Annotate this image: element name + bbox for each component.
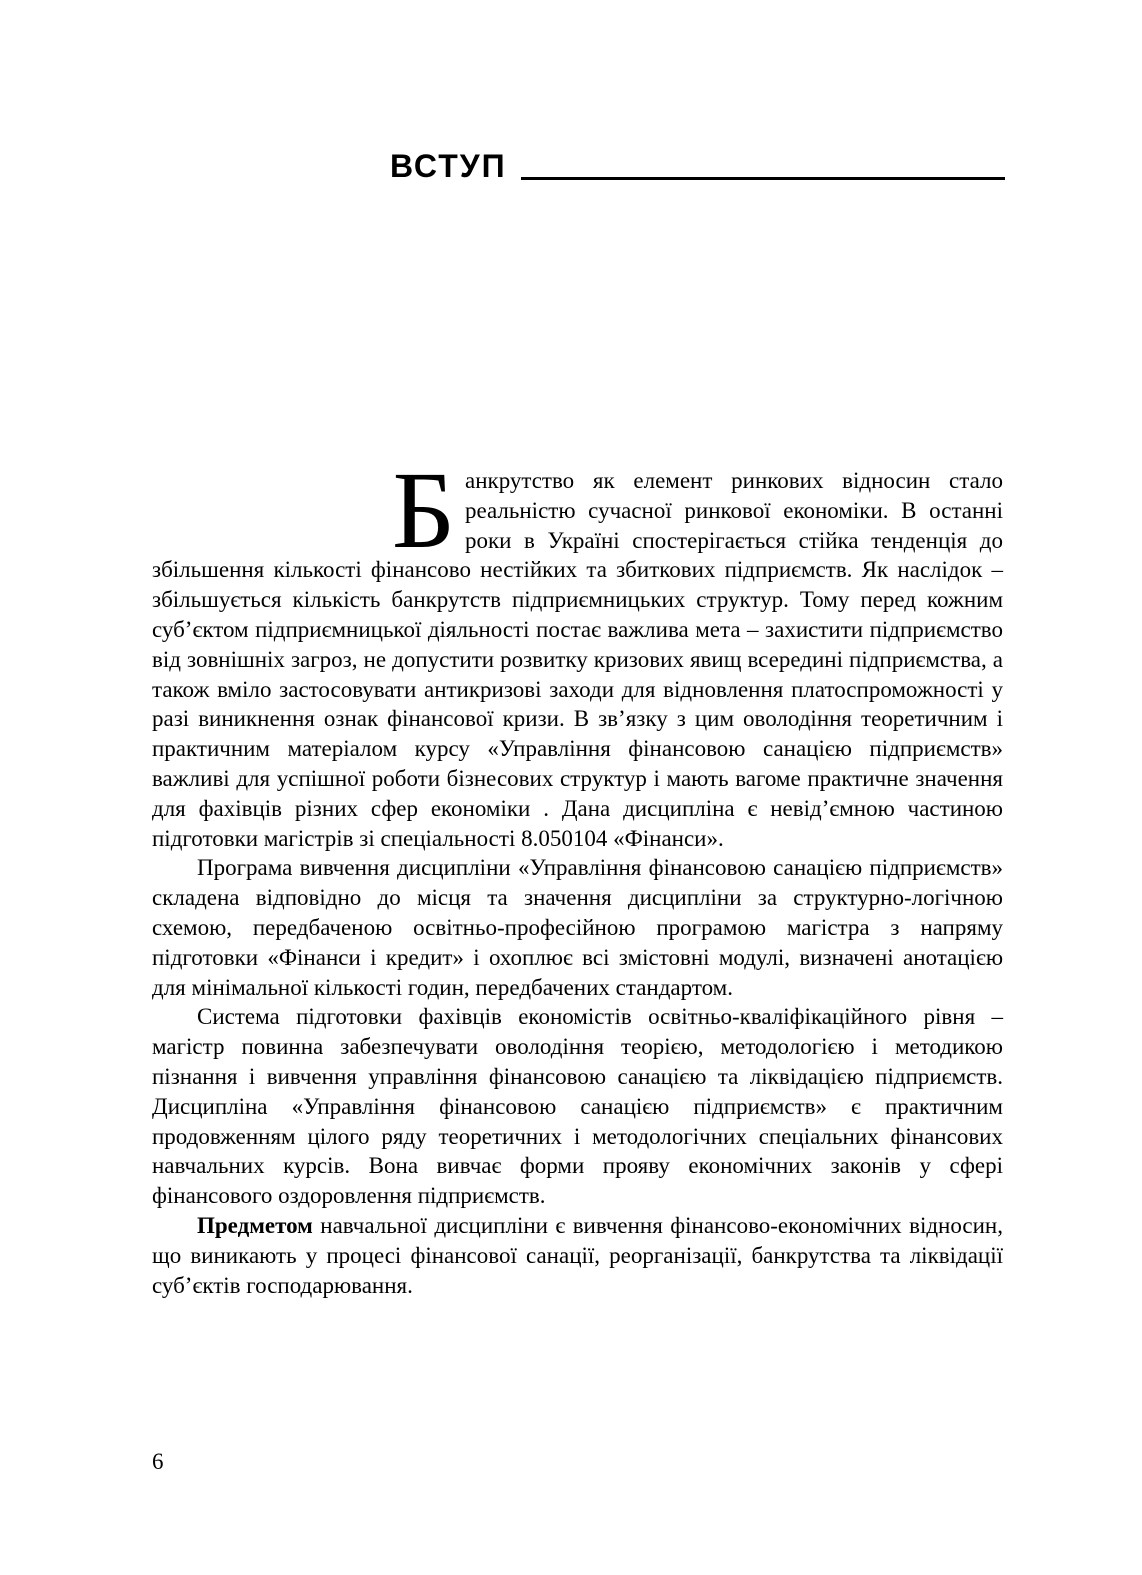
- paragraph-subject: [152, 1211, 1003, 1300]
- paragraph-subject-text: навчальної дисципліни є вивчення фінансово-економічних відносин, що виникають у процесі фінансової санації, реорганізації, банкрутства та ліквідації суб’єктів господарювання.: [152, 1212, 1003, 1298]
- paragraph-intro: [152, 449, 1003, 853]
- title-underline-rule: [521, 177, 1005, 180]
- page-number: 6: [152, 1449, 164, 1474]
- body-text-block: [152, 449, 1003, 1300]
- chapter-title: ВСТУП: [390, 148, 507, 184]
- dropcap-letter: Б: [392, 449, 456, 571]
- chapter-heading-row: [152, 150, 1005, 182]
- paragraph-subject-lead-bold: Предметом: [197, 1212, 313, 1238]
- dropcap-indent-spacer: [152, 466, 392, 554]
- paragraph-program: Програма вивчення дисципліни «Управління фінансовою санацією підприємств» складена відповідно до місця та значення дисципліни за структурно-логічною схемою, передбаченою освітньо-професійною програмою магістра з напряму підготовки «Фінанси і кредит» і охоплює всі змістовні модулі, визначені анотацією для мінімальної кількості годин, передбачених стандартом.: [152, 855, 1003, 1000]
- paragraph-intro-text: анкрутство як елемент ринкових відносин стало реальністю сучасної ринкової економіки. В останні роки в Україні спостерігається стійка тенденція до збільшення кількості фінансово нестійких та збиткових підприємств. Як наслідок – збільшується кількість банкрутств підприємницьких структур. Тому перед кожним суб’єктом підприємницької діяльності постає важлива мета – захистити підприємство від зовнішніх загроз, не допустити розвитку кризових явищ всередині підприємства, а також вміло застосовувати антикризові заходи для відновлення платоспроможності у разі виникнення ознак фінансової кризи. В зв’язку з цим оволодіння теоретичним і практичним матеріалом курсу «Управління фінансовою санацією підприємств» важливі для успішної роботи бізнесових структур і мають вагоме практичне значення для фахівців різних сфер економіки . Дана дисципліна є невід’ємною частиною підготовки магістрів зі спеціальності 8.050104 «Фінанси».: [152, 468, 1003, 851]
- paragraph-system: Система підготовки фахівців економістів освітньо-кваліфікаційного рівня – магістр повинна забезпечувати оволодіння теорією, методологією і методикою пізнання і вивчення управління фінансовою санацією та ліквідацією підприємств. Дисципліна «Управління фінансовою санацією підприємств» є практичним продовженням цілого ряду теоретичних і методологічних спеціальних фінансових навчальних курсів. Вона вивчає форми прояву економічних законів у сфері фінансового оздоровлення підприємств.: [152, 1004, 1003, 1209]
